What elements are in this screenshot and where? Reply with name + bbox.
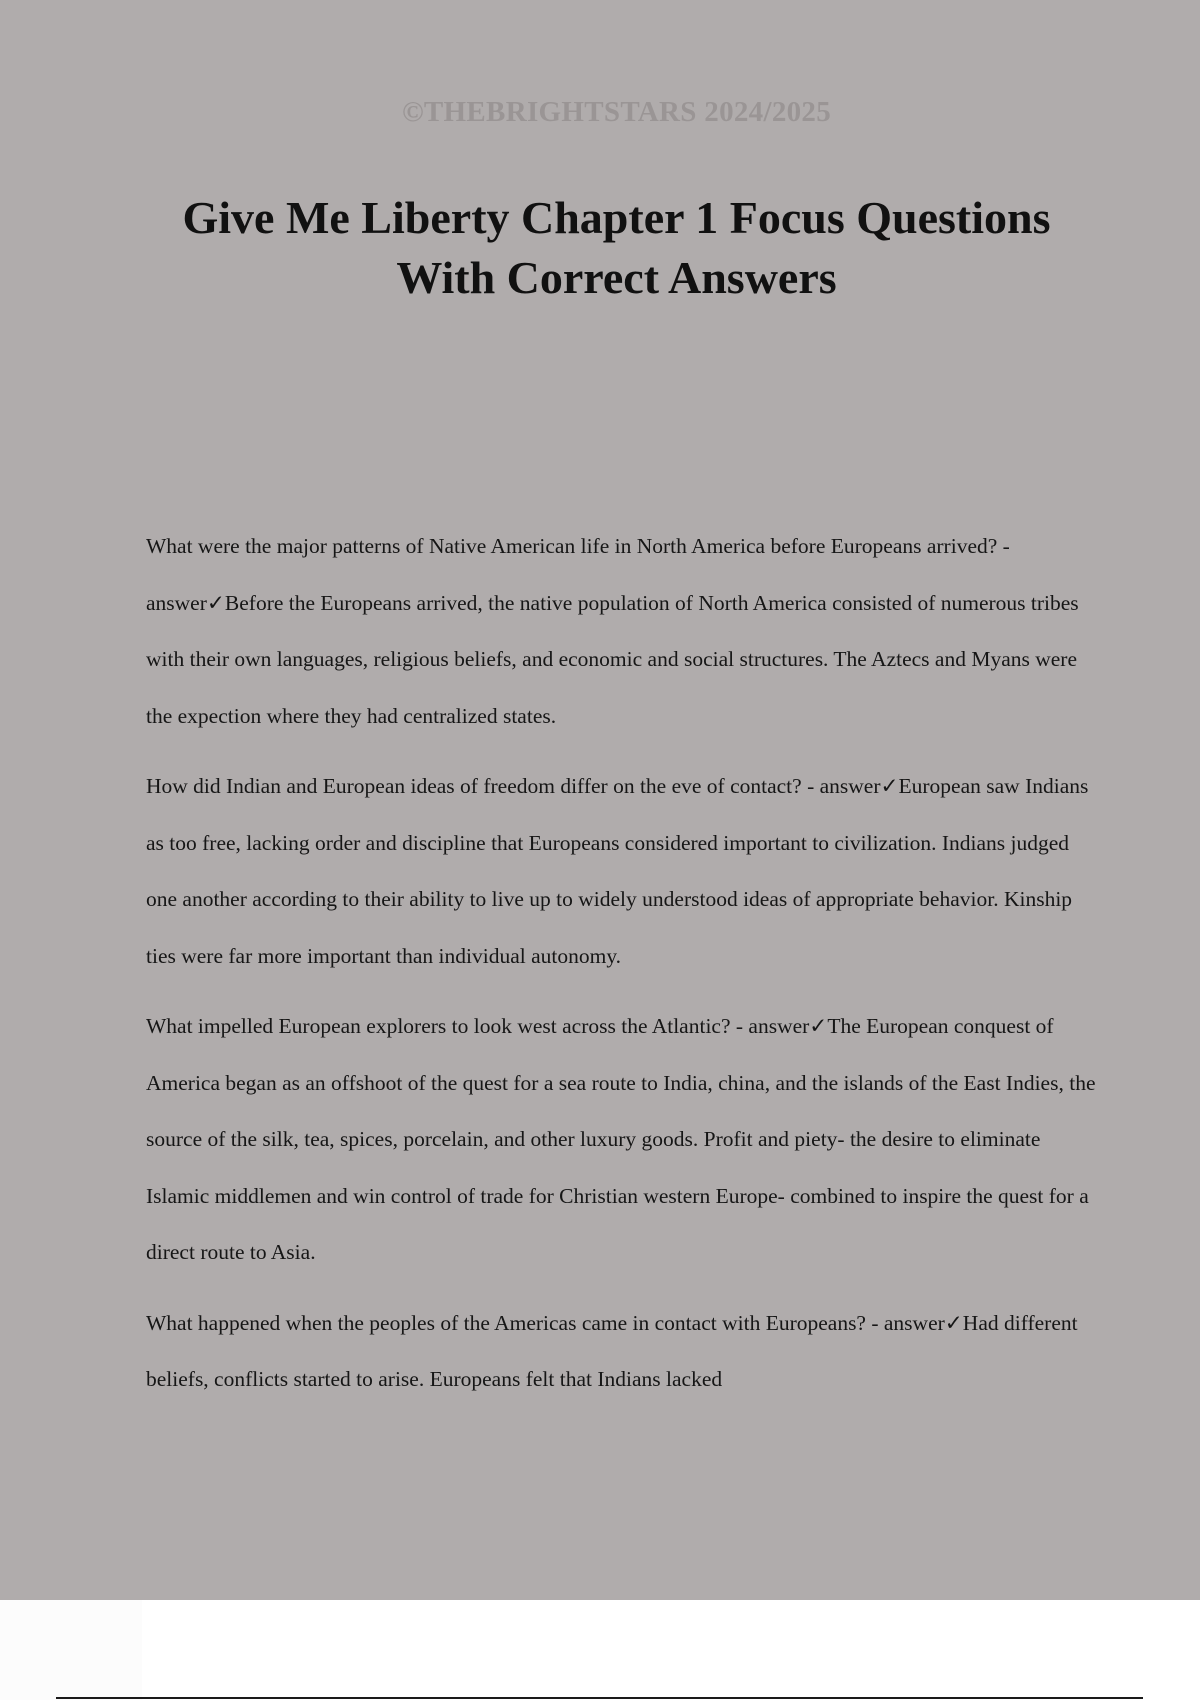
qa-paragraph-4: What happened when the peoples of the Americas came in contact with Europeans? - answer✓Had different beliefs, conflicts started to arise. Europeans felt that Indians lacked (146, 1310, 1078, 1391)
title-line-1: Give Me Liberty Chapter 1 Focus Questions (182, 192, 1051, 243)
qa-paragraph-1: What were the major patterns of Native American life in North America before Europeans arrived? - answer✓Before the Europeans arrived, the native population of North America consisted of numerous tribes with their own languages, religious beliefs, and economic and social structures. The Aztecs and Myans were the expection where they had centralized states. (146, 534, 1079, 728)
watermark-header: ©THEBRIGHTSTARS 2024/2025 (401, 96, 832, 128)
title-line-2: With Correct Answers (396, 252, 837, 303)
page-edge-band (0, 1600, 142, 1700)
footer-divider (56, 1697, 1143, 1699)
qa-paragraph-3: What impelled European explorers to look west across the Atlantic? - answer✓The European conquest of America began as an offshoot of the quest for a sea route to India, china, and the islands of the East Indies, the source of the silk, tea, spices, porcelain, and other luxury goods. Profit and piety- the desire to eliminate Islamic middlemen and win control of trade for Christian western Europe- combined to inspire the quest for a direct route to Asia. (146, 1014, 1096, 1264)
qa-paragraph-2: How did Indian and European ideas of freedom differ on the eve of contact? - answer✓European saw Indians as too free, lacking order and discipline that Europeans considered important to civilization. Indians judged one another according to their ability to live up to widely understood ideas of appropriate behavior. Kinship ties were far more important than individual autonomy. (146, 774, 1089, 968)
qa-content (146, 518, 1096, 1422)
document-title (0, 188, 1200, 308)
page-bottom-margin (0, 1600, 1200, 1700)
